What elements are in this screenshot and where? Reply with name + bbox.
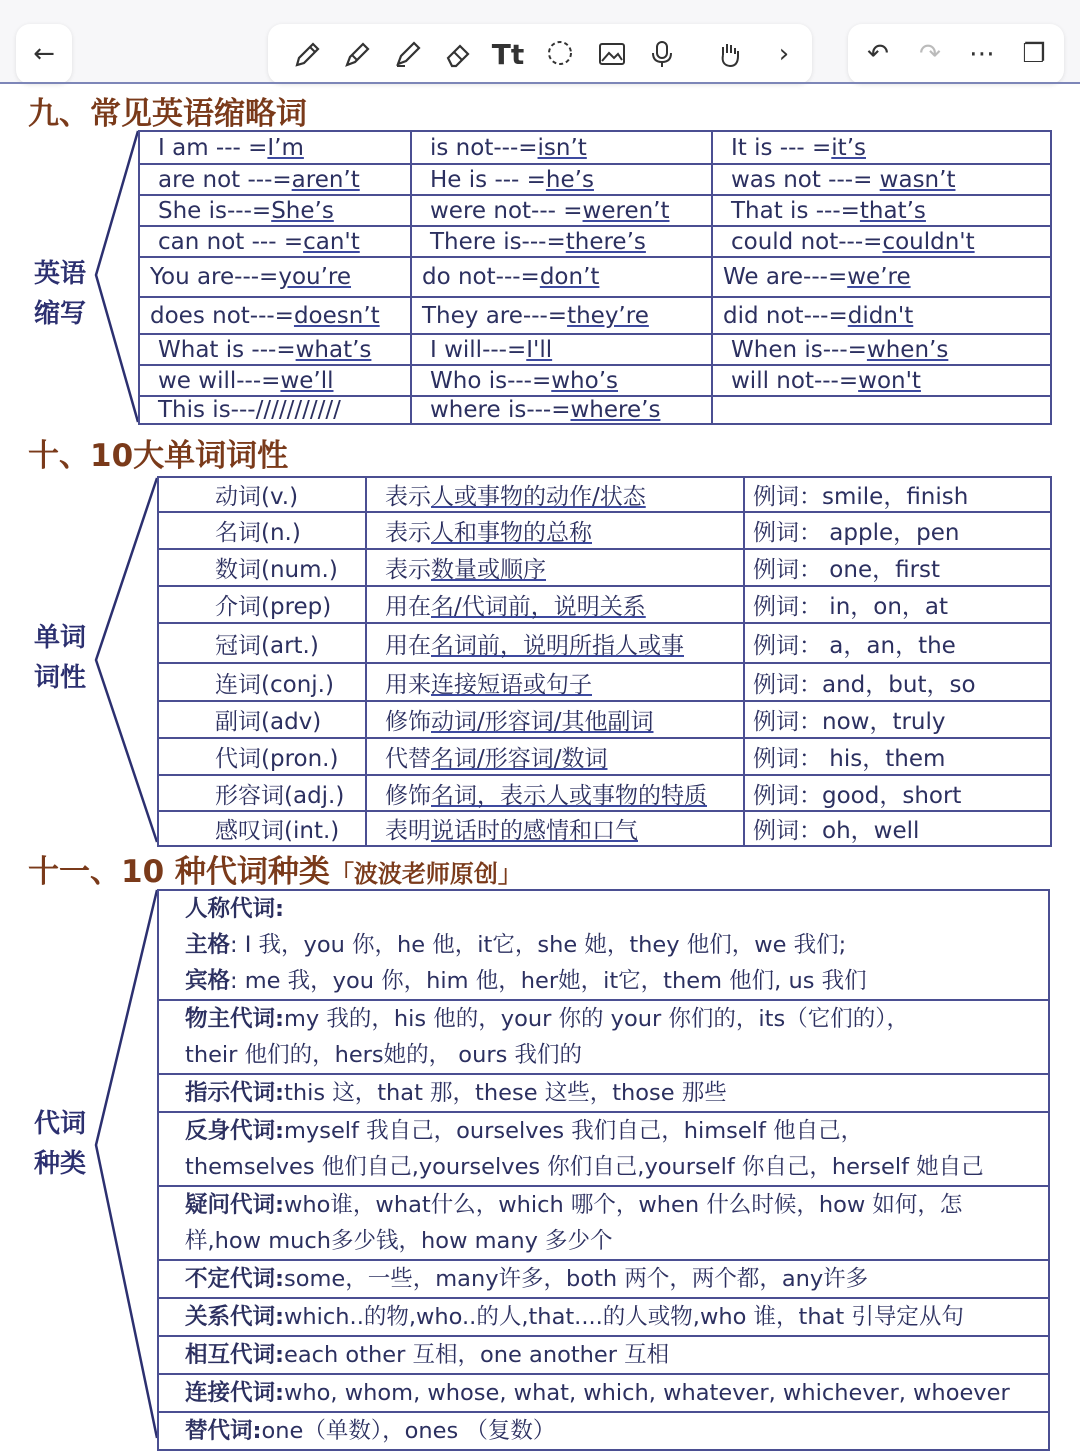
pos-examples: 例词： in，on，at <box>744 586 1051 623</box>
pronoun-line <box>185 927 1048 963</box>
abbrev-cell <box>139 396 411 424</box>
pronoun-examples: themselves 他们自己,yourselves 你们自己,yourself 你自己，herself 她自己 <box>185 1154 984 1180</box>
pos-definition <box>366 512 744 549</box>
pronoun-line <box>185 1337 1048 1373</box>
abbrev-phrase: is not---= <box>430 134 538 161</box>
abbrev-cell <box>712 257 1051 297</box>
pronoun-cell <box>158 1074 1049 1112</box>
pronoun-cell <box>158 1374 1049 1412</box>
abbrev-contraction: they’re <box>567 302 649 329</box>
abbrev-cell <box>712 164 1051 195</box>
pos-examples: 例词：oh，well <box>744 811 1051 846</box>
abbrev-contraction: aren’t <box>291 166 360 193</box>
pronoun-examples: their 他们的，hers她的， ours 我们的 <box>185 1042 582 1068</box>
abbrev-cell <box>411 334 712 365</box>
pronoun-row <box>158 1074 1049 1112</box>
pos-verb: 表示 <box>385 557 431 583</box>
pos-examples: 例词： a，an，the <box>744 623 1051 663</box>
pos-row <box>158 623 1051 663</box>
abbrev-contraction: who’s <box>551 367 619 394</box>
abbrev-contraction: won't <box>858 367 921 394</box>
pos-verb: 用来 <box>385 671 431 698</box>
pos-verb: 表明 <box>385 818 431 844</box>
pronoun-row <box>158 1186 1049 1260</box>
abbrev-row <box>139 365 1051 396</box>
pronoun-row <box>158 1260 1049 1298</box>
pronoun-subtitle: 「波波老师原创」 <box>329 860 522 888</box>
pronoun-type-label: 疑问代词: <box>185 1192 284 1218</box>
abbrev-phrase: What is ---= <box>158 336 296 363</box>
abbrev-row <box>139 396 1051 424</box>
pos-name: 冠词(art.) <box>158 623 366 663</box>
pos-definition <box>366 549 744 586</box>
pos-meaning: 名词，表示人或事物的特质 <box>431 782 707 809</box>
abbrev-contraction: we’re <box>847 264 911 290</box>
abbrev-contraction: I'll <box>526 336 553 363</box>
pronoun-type-label: 替代词: <box>185 1418 262 1444</box>
abbrev-contraction: you’re <box>278 264 352 290</box>
pronoun-examples: this 这，that 那，these 这些，those 那些 <box>284 1080 727 1106</box>
pronoun-row <box>158 1112 1049 1186</box>
abbrev-row <box>139 297 1051 334</box>
pos-examples: 例词： apple，pen <box>744 512 1051 549</box>
abbrev-contraction: don’t <box>539 264 600 290</box>
pronoun-examples: : I 我，you 你，he 他，it它，she 她，they 他们，we 我们; <box>230 932 847 958</box>
abbrev-cell <box>139 131 411 164</box>
abbrev-contraction: he’s <box>545 166 594 193</box>
pages-icon[interactable]: ❐ <box>1022 39 1046 69</box>
abbrev-phrase: When is---= <box>731 336 867 363</box>
abbrev-phrase: are not ---= <box>158 166 292 193</box>
pos-examples: 例词：good，short <box>744 775 1051 811</box>
pronoun-line <box>185 1149 1048 1185</box>
pos-meaning: 说话时的感情和口气 <box>431 818 638 844</box>
pronoun-line <box>185 1113 1048 1149</box>
pos-row <box>158 738 1051 775</box>
pronoun-cell <box>158 1186 1049 1260</box>
abbrev-row <box>139 164 1051 195</box>
pos-examples: 例词： one，first <box>744 549 1051 586</box>
abbrev-phrase: can not --- = <box>158 228 304 255</box>
pronoun-row <box>158 1336 1049 1374</box>
pronoun-cell <box>158 1336 1049 1374</box>
abbrev-cell <box>712 131 1051 164</box>
pronoun-type-label: 主格 <box>185 932 231 958</box>
pos-row <box>158 512 1051 549</box>
abbrev-phrase: were not--- = <box>430 197 583 224</box>
pronoun-line <box>185 1223 1048 1259</box>
pos-name: 名词(n.) <box>158 512 366 549</box>
pronoun-examples: which..的物,who..的人,that....的人或物,who 谁，that 引导定从句 <box>284 1304 964 1330</box>
abbrev-cell <box>411 131 712 164</box>
abbrev-phrase: They are---= <box>422 302 568 329</box>
abbrev-phrase: does not---= <box>150 302 294 329</box>
redo-icon[interactable]: ↷ <box>919 39 941 69</box>
abbrev-phrase: There is---= <box>430 228 566 255</box>
abbrev-phrase: It is --- = <box>731 134 832 161</box>
abbrev-contraction: where’s <box>570 397 661 423</box>
pronoun-row <box>158 1298 1049 1336</box>
pos-verb: 用在 <box>385 632 431 659</box>
pos-definition <box>366 775 744 811</box>
abbrev-cell <box>139 226 411 257</box>
abbrev-phrase: was not ---= <box>731 166 880 193</box>
abbrev-cell <box>139 164 411 195</box>
pronoun-examples: 样,how much多少钱，how many 多少个 <box>185 1228 613 1254</box>
pos-meaning: 名词/形容词/数词 <box>431 746 608 772</box>
abbrev-row <box>139 131 1051 164</box>
pos-meaning: 数量或顺序 <box>431 557 546 583</box>
section-title-pronouns <box>28 846 522 891</box>
pos-verb: 修饰 <box>385 782 431 809</box>
pos-meaning: 连接短语或句子 <box>431 671 592 698</box>
pronoun-line <box>185 963 1048 999</box>
pronoun-type-label: 不定代词: <box>185 1266 284 1292</box>
pronoun-examples: one（单数），ones （复数） <box>261 1418 556 1444</box>
abbrev-contraction: we’ll <box>280 367 334 394</box>
pos-verb: 表示 <box>385 520 431 546</box>
chevron-right-icon[interactable]: › <box>778 39 790 69</box>
pos-examples: 例词： his，them <box>744 738 1051 775</box>
pronoun-type-label: 关系代词: <box>185 1304 284 1330</box>
abbrev-cell <box>411 365 712 396</box>
abbrev-phrase: do not---= <box>422 264 540 290</box>
pronoun-cell <box>158 1298 1049 1336</box>
abbrev-side-label: 英语 缩写 <box>34 259 87 329</box>
abbreviation-table <box>138 130 1052 425</box>
abbrev-row <box>139 334 1051 365</box>
pronoun-type-label: 指示代词: <box>185 1080 284 1106</box>
abbrev-phrase: did not---= <box>723 302 848 329</box>
abbrev-phrase: we will---= <box>158 367 281 394</box>
pos-side-label: 单词 词性 <box>34 623 87 693</box>
abbrev-cell <box>139 257 411 297</box>
pos-name: 数词(num.) <box>158 549 366 586</box>
abbrev-contraction: isn’t <box>537 134 587 161</box>
pronoun-examples: : me 我，you 你，him 他，her她，it它，them 他们, us 我们 <box>230 968 867 994</box>
pos-name: 连词(conj.) <box>158 663 366 701</box>
abbrev-contraction: wasn’t <box>879 166 956 193</box>
section-title-abbreviations: 九、常见英语缩略词 <box>28 96 307 132</box>
pos-definition <box>366 623 744 663</box>
abbrev-cell <box>411 164 712 195</box>
undo-icon[interactable]: ↶ <box>867 39 889 69</box>
abbrev-row <box>139 226 1051 257</box>
pos-row <box>158 811 1051 846</box>
abbrev-cell <box>712 195 1051 226</box>
pronoun-types-table <box>157 889 1050 1451</box>
pronoun-examples: some，一些，many许多，both 两个，两个都，any许多 <box>284 1266 869 1292</box>
abbrev-contraction: there’s <box>565 228 646 255</box>
abbrev-contraction: I’m <box>267 134 304 161</box>
abbrev-cell <box>139 365 411 396</box>
pronoun-cell <box>158 1260 1049 1298</box>
pos-meaning: 名/代词前，说明关系 <box>431 594 646 620</box>
pronoun-row <box>158 890 1049 1000</box>
pronoun-examples: myself 我自己，ourselves 我们自己，himself 他自己， <box>284 1118 864 1144</box>
pos-examples: 例词：smile，finish <box>744 477 1051 512</box>
pronoun-line <box>185 1187 1048 1223</box>
abbrev-contraction: when’s <box>866 336 949 363</box>
abbrev-cell <box>139 334 411 365</box>
pronoun-row <box>158 1412 1049 1450</box>
pos-verb: 表示 <box>385 484 431 510</box>
abbrev-phrase: could not---= <box>731 228 883 255</box>
abbrev-contraction: couldn't <box>882 228 975 255</box>
pos-definition <box>366 663 744 701</box>
abbrev-contraction: it’s <box>831 134 866 161</box>
pos-name: 形容词(adj.) <box>158 775 366 811</box>
pos-row <box>158 477 1051 512</box>
abbrev-phrase: That is ---= <box>731 197 860 224</box>
abbrev-cell <box>411 226 712 257</box>
pronoun-cell <box>158 1000 1049 1074</box>
pronoun-line <box>185 1075 1048 1111</box>
pronoun-cell <box>158 890 1049 1000</box>
abbrev-cell <box>712 365 1051 396</box>
pronoun-examples: my 我的，his 他的，your 你的 your 你们的，its（它们的）， <box>284 1006 909 1032</box>
pos-row <box>158 701 1051 738</box>
pronoun-line <box>185 1261 1048 1297</box>
abbrev-phrase: I am --- = <box>158 134 268 161</box>
pronoun-type-label: 反身代词: <box>185 1118 284 1144</box>
parts-of-speech-table <box>157 476 1052 847</box>
abbrev-contraction: what’s <box>295 336 372 363</box>
pos-meaning: 动词/形容词/其他副词 <box>431 709 654 735</box>
abbrev-cell <box>411 195 712 226</box>
pos-row <box>158 549 1051 586</box>
abbrev-contraction: weren’t <box>582 197 670 224</box>
pronoun-line <box>185 1375 1048 1411</box>
abbrev-cell <box>712 396 1051 424</box>
pronoun-type-label: 人称代词: <box>185 896 284 922</box>
pos-verb: 代替 <box>385 746 431 772</box>
abbrev-phrase: will not---= <box>731 367 859 394</box>
abbrev-cell <box>712 226 1051 257</box>
pos-definition <box>366 738 744 775</box>
abbrev-cell <box>411 257 712 297</box>
pronoun-type-label: 宾格 <box>185 968 231 994</box>
more-options-icon[interactable]: ⋯ <box>969 39 995 69</box>
pronoun-line <box>185 891 1048 927</box>
abbrev-phrase: He is --- = <box>430 166 546 193</box>
pronoun-type-label: 连接代词: <box>185 1380 284 1406</box>
abbrev-row <box>139 257 1051 297</box>
abbrev-contraction: doesn’t <box>293 302 380 329</box>
pronoun-type-label: 相互代词: <box>185 1342 284 1368</box>
pos-name: 介词(prep) <box>158 586 366 623</box>
abbrev-phrase: This is---/////////// <box>158 397 341 423</box>
pos-definition <box>366 811 744 846</box>
pronoun-row <box>158 1000 1049 1074</box>
pronoun-line <box>185 1001 1048 1037</box>
pronoun-row <box>158 1374 1049 1412</box>
pos-examples: 例词：now，truly <box>744 701 1051 738</box>
pronoun-cell <box>158 1412 1049 1450</box>
text-tool-icon[interactable]: Tt <box>491 37 525 71</box>
pos-name: 副词(adv) <box>158 701 366 738</box>
abbrev-phrase: where is---= <box>430 397 571 423</box>
pronoun-line <box>185 1037 1048 1073</box>
pronoun-examples: who谁，what什么，which 哪个，when 什么时候，how 如何，怎 <box>284 1192 963 1218</box>
abbrev-cell <box>712 297 1051 334</box>
abbrev-contraction: can't <box>303 228 360 255</box>
abbrev-cell <box>411 396 712 424</box>
pronoun-examples: each other 互相，one another 互相 <box>284 1342 670 1368</box>
pronoun-line <box>185 1413 1048 1449</box>
abbrev-phrase: Who is---= <box>430 367 552 394</box>
pronoun-type-label: 物主代词: <box>185 1006 284 1032</box>
pos-definition <box>366 701 744 738</box>
pronoun-side-label: 代词 种类 <box>34 1109 87 1179</box>
back-arrow-icon: ← <box>33 39 55 69</box>
pos-name: 感叹词(int.) <box>158 811 366 846</box>
pronoun-line <box>185 1299 1048 1335</box>
pronoun-title-text: 十一、10 种代词种类 <box>28 854 330 890</box>
pos-definition <box>366 586 744 623</box>
pos-name: 代词(pron.) <box>158 738 366 775</box>
pos-examples: 例词：and，but，so <box>744 663 1051 701</box>
pos-verb: 修饰 <box>385 709 431 735</box>
abbrev-cell <box>139 195 411 226</box>
pos-meaning: 人和事物的总称 <box>431 520 592 546</box>
abbrev-contraction: She’s <box>271 197 334 224</box>
pos-meaning: 名词前，说明所指人或事 <box>431 632 684 659</box>
abbrev-cell <box>139 297 411 334</box>
abbrev-contraction: that’s <box>859 197 926 224</box>
pos-row <box>158 775 1051 811</box>
pos-row <box>158 663 1051 701</box>
pronoun-examples: who, whom, whose, what, which, whatever, whichever, whoever <box>284 1380 1010 1406</box>
pos-verb: 用在 <box>385 594 431 620</box>
pos-row <box>158 586 1051 623</box>
pos-definition <box>366 477 744 512</box>
pronoun-cell <box>158 1112 1049 1186</box>
pos-meaning: 人或事物的动作/状态 <box>431 484 646 510</box>
abbrev-phrase: You are---= <box>150 264 279 290</box>
abbrev-contraction: didn't <box>847 302 914 329</box>
section-title-parts-of-speech: 十、10大单词词性 <box>28 438 289 474</box>
abbrev-cell <box>411 297 712 334</box>
abbrev-phrase: She is---= <box>158 197 272 224</box>
abbrev-phrase: I will---= <box>430 336 527 363</box>
abbrev-row <box>139 195 1051 226</box>
abbrev-phrase: We are---= <box>723 264 848 290</box>
pos-name: 动词(v.) <box>158 477 366 512</box>
abbrev-cell <box>712 334 1051 365</box>
